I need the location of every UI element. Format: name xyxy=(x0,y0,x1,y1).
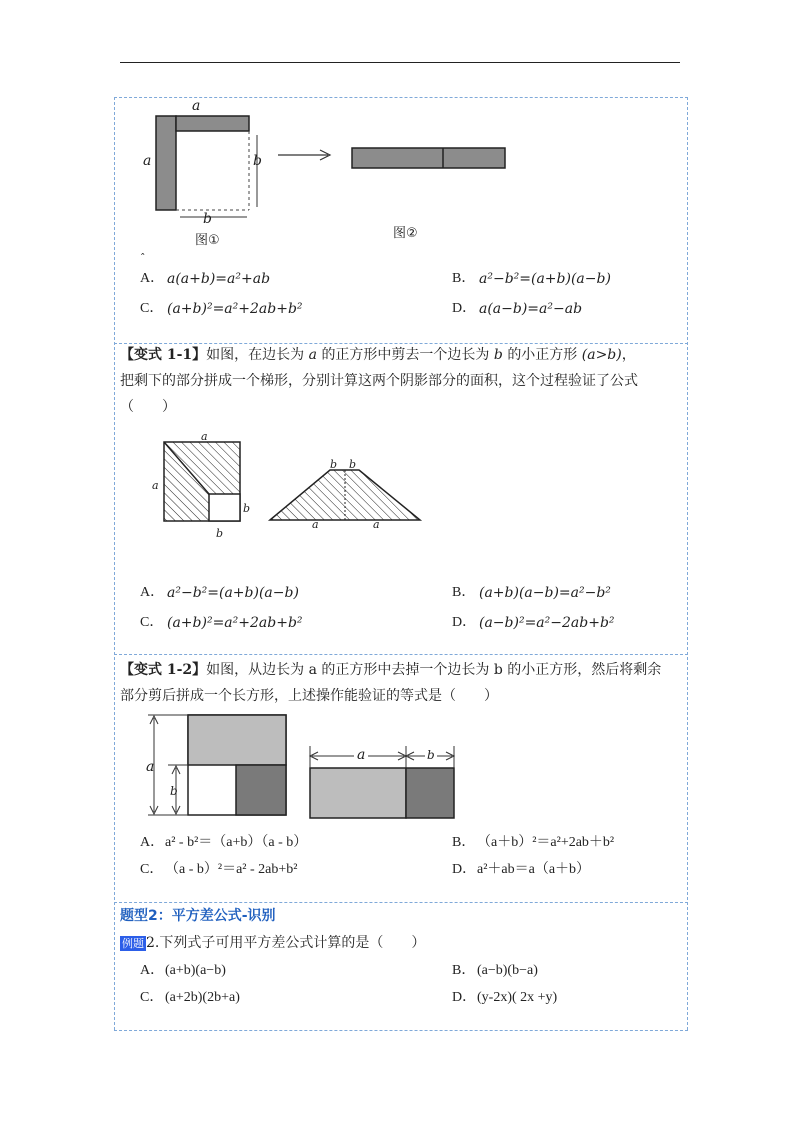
label-a: a xyxy=(373,518,380,531)
question-text: 部分剪后拼成一个长方形，上述操作能验证的等式是（ ） xyxy=(120,688,498,704)
label-a: a xyxy=(152,479,159,492)
option-label: B． xyxy=(452,835,476,850)
option-c[interactable]: (a+b)²=a²+2ab+b² xyxy=(167,615,303,631)
header-rule xyxy=(120,62,680,63)
option-label: C． xyxy=(140,862,164,877)
label-a: a xyxy=(143,153,152,169)
option-b[interactable]: （a＋b）²＝a²+2ab＋b² xyxy=(477,835,615,850)
option-label: C． xyxy=(140,301,164,316)
label-b: b xyxy=(427,748,435,762)
option-c[interactable]: （a - b）²＝a² - 2ab+b² xyxy=(165,862,298,877)
option-b[interactable]: (a+b)(a−b)=a²−b² xyxy=(479,585,611,601)
figure-square-cut xyxy=(160,438,250,528)
figure-trapezoid xyxy=(266,462,426,524)
option-a[interactable]: a² - b²＝（a+b）（a - b） xyxy=(165,835,308,850)
question-text: 例题 2.下列式子可用平方差公式计算的是（ ） xyxy=(122,935,426,951)
section-divider xyxy=(114,343,688,344)
arrow-icon xyxy=(276,148,336,162)
option-label: B． xyxy=(452,271,476,286)
figure-2 xyxy=(350,146,510,172)
option-a[interactable]: a(a+b)=a²+ab xyxy=(167,271,271,287)
section-divider xyxy=(114,1030,688,1031)
label-a: a xyxy=(192,98,201,114)
option-label: D． xyxy=(452,862,477,877)
label-b: b xyxy=(349,458,357,471)
option-b[interactable]: a²−b²=(a+b)(a−b) xyxy=(479,271,611,287)
option-label: D． xyxy=(452,301,477,316)
section-heading: 题型2：平方差公式-识别 xyxy=(120,908,276,924)
option-c[interactable]: (a+2b)(2b+a) xyxy=(165,990,240,1005)
option-d[interactable]: a²＋ab＝a（a＋b） xyxy=(477,862,591,877)
label-a: a xyxy=(312,518,319,531)
answer-paren: （ ） xyxy=(120,399,176,415)
section-divider xyxy=(114,654,688,655)
option-a[interactable]: a²−b²=(a+b)(a−b) xyxy=(167,585,299,601)
option-label: B． xyxy=(452,963,476,978)
figure-1 xyxy=(130,95,270,255)
label-b: b xyxy=(243,502,251,515)
option-d[interactable]: (y-2x)( 2x +y) xyxy=(477,990,558,1005)
option-label: C． xyxy=(140,990,164,1005)
label-b: b xyxy=(253,153,262,169)
label-a: a xyxy=(146,759,155,775)
figure-square-removed xyxy=(140,710,300,820)
label-b: b xyxy=(203,211,212,227)
option-label: D． xyxy=(452,990,477,1005)
option-label: C． xyxy=(140,615,164,630)
question-text: 把剩下的部分拼成一个梯形，分别计算这两个阴影部分的面积，这个过程验证了公式 xyxy=(120,373,638,389)
option-d[interactable]: (a−b)²=a²−2ab+b² xyxy=(479,615,615,631)
option-label: A． xyxy=(140,963,165,978)
option-c[interactable]: (a+b)²=a²+2ab+b² xyxy=(167,301,303,317)
option-label: B． xyxy=(452,585,476,600)
label-b: b xyxy=(170,784,178,798)
variant-tag: 【变式 1-2】 xyxy=(120,662,207,678)
label-a: a xyxy=(354,746,368,764)
example-tag: 例题 xyxy=(122,937,144,950)
question-text: 【变式 1-1】如图，在边长为 a 的正方形中剪去一个边长为 b 的小正方形 (a>b)， xyxy=(120,347,636,363)
caret-mark: ˆ xyxy=(140,252,146,265)
option-label: D． xyxy=(452,615,477,630)
label-b: b xyxy=(330,458,338,471)
option-a[interactable]: (a+b)(a−b) xyxy=(165,963,226,978)
section-divider xyxy=(114,902,688,903)
variant-tag: 【变式 1-1】 xyxy=(120,347,207,363)
figure-caption: 图② xyxy=(393,226,418,241)
option-d[interactable]: a(a−b)=a²−ab xyxy=(479,301,583,317)
option-label: A． xyxy=(140,271,165,286)
label-b: b xyxy=(216,527,224,540)
option-b[interactable]: (a−b)(b−a) xyxy=(477,963,538,978)
figure-rectangle xyxy=(300,744,470,824)
option-label: A． xyxy=(140,835,165,850)
figure-caption: 图① xyxy=(195,233,220,248)
question-text: 【变式 1-2】如图，从边长为 a 的正方形中去掉一个边长为 b 的小正方形，然后将剩余 xyxy=(120,662,662,678)
label-a: a xyxy=(201,430,208,443)
option-label: A． xyxy=(140,585,165,600)
